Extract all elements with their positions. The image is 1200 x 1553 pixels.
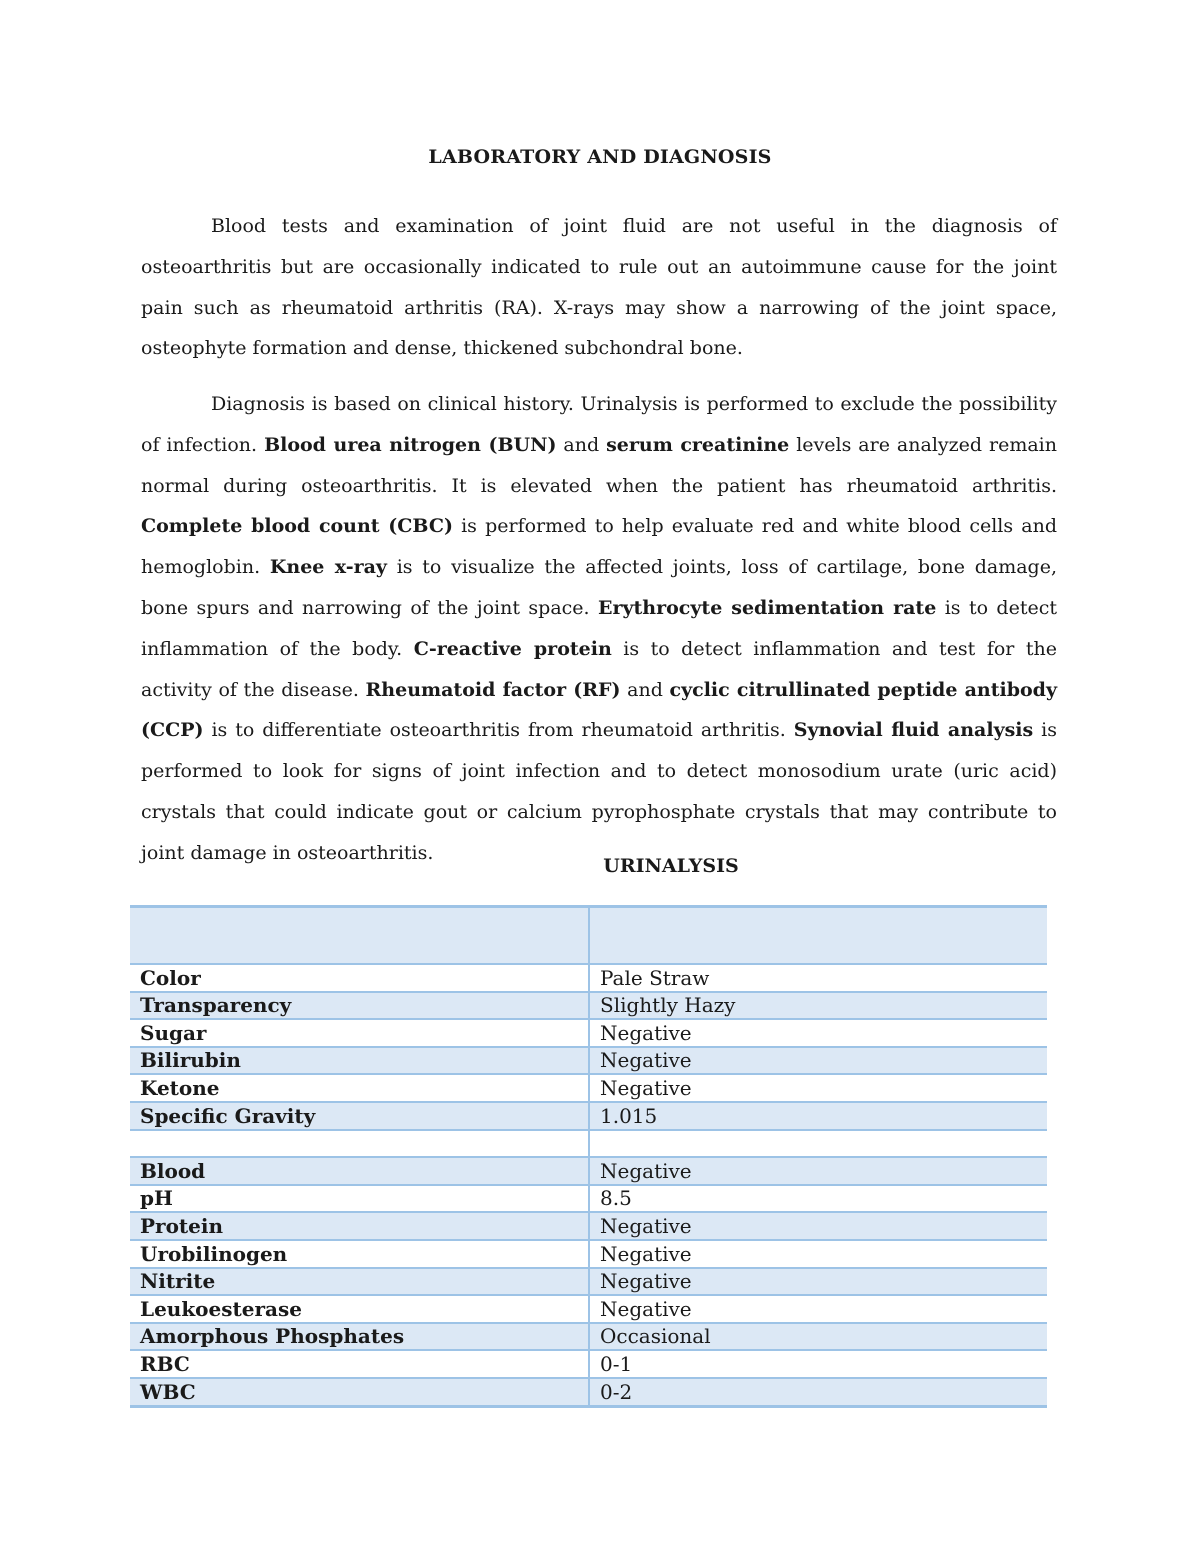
table-row bbox=[130, 1102, 1047, 1130]
test-result-cell: Negative bbox=[589, 1074, 1047, 1102]
header-cell bbox=[130, 907, 589, 965]
text-run: is to visualize the affected joints, loss of cartilage, bone damage, bone spurs and narrowing of the joint space. bbox=[141, 556, 1058, 619]
bold-term: Knee x-ray bbox=[269, 556, 387, 579]
test-result-cell: 8.5 bbox=[589, 1185, 1047, 1213]
test-name-cell: RBC bbox=[130, 1350, 589, 1378]
test-name-cell: Color bbox=[130, 964, 589, 992]
test-name-cell: WBC bbox=[130, 1378, 589, 1406]
test-name-cell: Urobilinogen bbox=[130, 1240, 589, 1268]
test-result-cell: 0-2 bbox=[589, 1378, 1047, 1406]
table-row bbox=[130, 1047, 1047, 1075]
test-result-cell: Negative bbox=[589, 1212, 1047, 1240]
test-result-cell: 1.015 bbox=[589, 1102, 1047, 1130]
test-name-cell: Specific Gravity bbox=[130, 1102, 589, 1130]
text-run: and bbox=[620, 678, 670, 701]
test-name-cell: Leukoesterase bbox=[130, 1295, 589, 1323]
table-row bbox=[130, 1212, 1047, 1240]
paragraph-intro-text: Blood tests and examination of joint fluid are not useful in the diagnosis of osteoarthritis but are occasionally indicated to rule out an autoimmune cause for the joint pain such as rheumatoid arthritis (RA). X-rays may show a narrowing of the joint space, osteophyte formation and dense, thickened subchondral bone. bbox=[141, 215, 1057, 360]
text-run: and bbox=[556, 433, 607, 456]
test-name-cell: pH bbox=[130, 1185, 589, 1213]
text-run: is to differentiate osteoarthritis from rheumatoid arthritis. bbox=[203, 719, 794, 742]
test-result-cell: Negative bbox=[589, 1019, 1047, 1047]
bold-term: cyclic citrullinated peptide antibody (CCP) bbox=[141, 678, 1058, 742]
table-title: URINALYSIS bbox=[603, 855, 739, 877]
bold-term: C-reactive protein bbox=[413, 637, 612, 660]
test-result-cell: Pale Straw bbox=[589, 964, 1047, 992]
table-row bbox=[130, 1130, 1047, 1158]
test-name-cell: Bilirubin bbox=[130, 1047, 589, 1075]
test-result-cell: Negative bbox=[589, 1240, 1047, 1268]
test-name-cell: Amorphous Phosphates bbox=[130, 1323, 589, 1351]
header-cell bbox=[589, 907, 1047, 965]
test-result-cell: Negative bbox=[589, 1295, 1047, 1323]
text-run: levels are analyzed remain normal during osteoarthritis. It is elevated when the patient has rheumatoid arthritis. bbox=[141, 433, 1057, 497]
urinalysis-table bbox=[130, 905, 1047, 1408]
bold-term: Complete blood count (CBC) bbox=[141, 515, 453, 538]
table-row bbox=[130, 1323, 1047, 1351]
text-run: is performed to look for signs of joint infection and to detect monosodium urate (uric acid) crystals that could indicate gout or calcium pyrophosphate crystals that may contribute to joint damage in osteoarthritis. bbox=[141, 719, 1057, 864]
test-name-cell: Protein bbox=[130, 1212, 589, 1240]
table-row bbox=[130, 992, 1047, 1020]
table-row bbox=[130, 1350, 1047, 1378]
page-title: LABORATORY AND DIAGNOSIS bbox=[428, 146, 772, 168]
text-run: Diagnosis is based on clinical history. Urinalysis is performed to exclude the possibility of infection. bbox=[141, 393, 1057, 456]
paragraph-diagnosis bbox=[141, 384, 1057, 874]
table-row bbox=[130, 1240, 1047, 1268]
bold-term: Blood urea nitrogen (BUN) bbox=[264, 433, 557, 456]
paragraph-diagnosis-text bbox=[141, 384, 1057, 874]
test-result-cell: 0-1 bbox=[589, 1350, 1047, 1378]
table-row bbox=[130, 1074, 1047, 1102]
table-row bbox=[130, 964, 1047, 992]
test-name-cell: Ketone bbox=[130, 1074, 589, 1102]
bold-term: Rheumatoid factor (RF) bbox=[365, 678, 621, 701]
text-run: is to detect inflammation of the body. bbox=[141, 596, 1057, 660]
table-row bbox=[130, 1378, 1047, 1406]
test-result-cell: Occasional bbox=[589, 1323, 1047, 1351]
table-row bbox=[130, 1157, 1047, 1185]
test-result-cell: Negative bbox=[589, 1268, 1047, 1296]
table-row bbox=[130, 1185, 1047, 1213]
bold-term: serum creatinine bbox=[606, 433, 790, 456]
test-name-cell: Blood bbox=[130, 1157, 589, 1185]
test-result-cell: Slightly Hazy bbox=[589, 992, 1047, 1020]
test-name-cell bbox=[130, 1130, 589, 1158]
test-result-cell: Negative bbox=[589, 1157, 1047, 1185]
table-header-row bbox=[130, 907, 1047, 965]
table-row bbox=[130, 1019, 1047, 1047]
table-row bbox=[130, 1268, 1047, 1296]
bold-term: Synovial fluid analysis bbox=[793, 719, 1034, 742]
test-name-cell: Transparency bbox=[130, 992, 589, 1020]
paragraph-intro bbox=[141, 206, 1057, 369]
test-result-cell bbox=[589, 1130, 1047, 1158]
text-run: is performed to help evaluate red and white blood cells and hemoglobin. bbox=[141, 515, 1057, 579]
test-name-cell: Nitrite bbox=[130, 1268, 589, 1296]
bold-term: Erythrocyte sedimentation rate bbox=[598, 596, 937, 619]
test-result-cell: Negative bbox=[589, 1047, 1047, 1075]
text-run: is to detect inflammation and test for the activity of the disease. bbox=[141, 637, 1058, 701]
table-row bbox=[130, 1295, 1047, 1323]
test-name-cell: Sugar bbox=[130, 1019, 589, 1047]
